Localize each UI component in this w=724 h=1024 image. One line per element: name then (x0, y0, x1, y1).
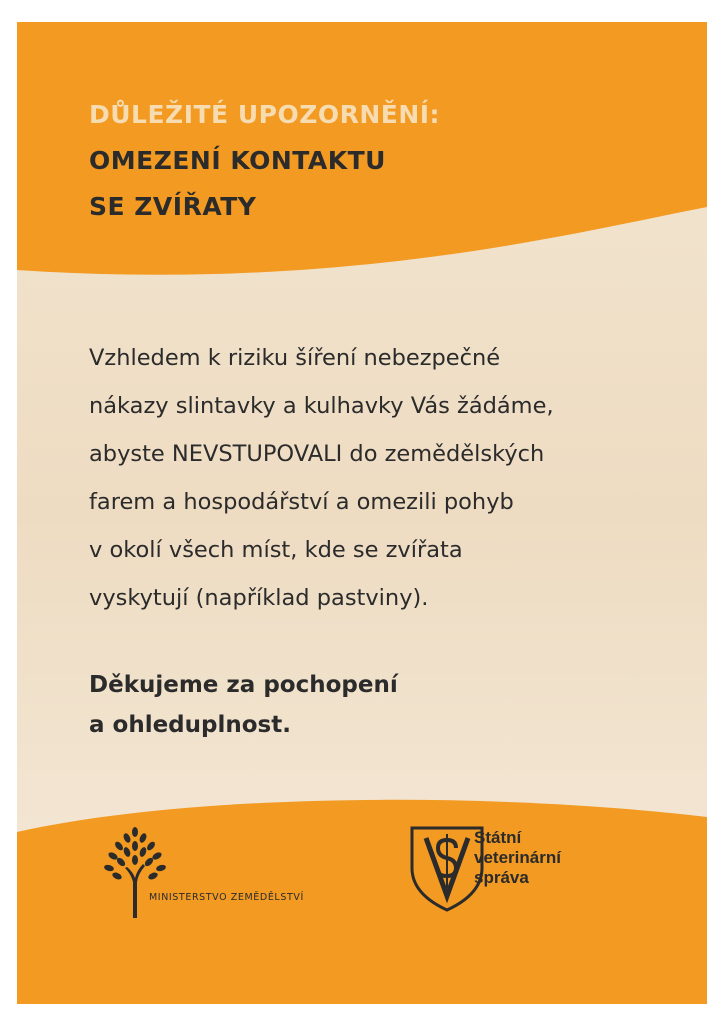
svs-name (474, 828, 561, 888)
body-line: Vzhledem k riziku šíření nebezpečné (89, 345, 501, 371)
svs-name-line-1: Státní (474, 828, 522, 847)
header (89, 92, 689, 230)
svs-logo (388, 824, 638, 914)
warning-label: DŮLEŽITÉ UPOZORNĚNÍ: (89, 100, 441, 129)
body-line: v okolí všech míst, kde se zvířata (89, 537, 463, 563)
svs-name-line-3: správa (474, 868, 529, 887)
body-line: farem a hospodářství a omezili pohyb (89, 489, 514, 515)
body-line: nákazy slintavky a kulhavky Vás žádáme, (89, 393, 554, 419)
svs-name-line-2: veterinární (474, 848, 561, 867)
thanks-line-2: a ohleduplnost. (89, 712, 291, 738)
title-line-1: OMEZENÍ KONTAKTU (89, 146, 386, 175)
body-line: vyskytují (například pastviny). (89, 585, 429, 611)
ministry-logo (95, 820, 325, 920)
notice-body (89, 334, 679, 622)
thanks-message (89, 665, 679, 745)
thanks-line-1: Děkujeme za pochopení (89, 672, 398, 698)
title-line-2: SE ZVÍŘATY (89, 192, 257, 221)
ministry-name: MINISTERSTVO ZEMĚDĚLSTVÍ (149, 892, 304, 903)
body-line: abyste NEVSTUPOVALI do zemědělských (89, 441, 545, 467)
tree-icon (95, 820, 175, 920)
